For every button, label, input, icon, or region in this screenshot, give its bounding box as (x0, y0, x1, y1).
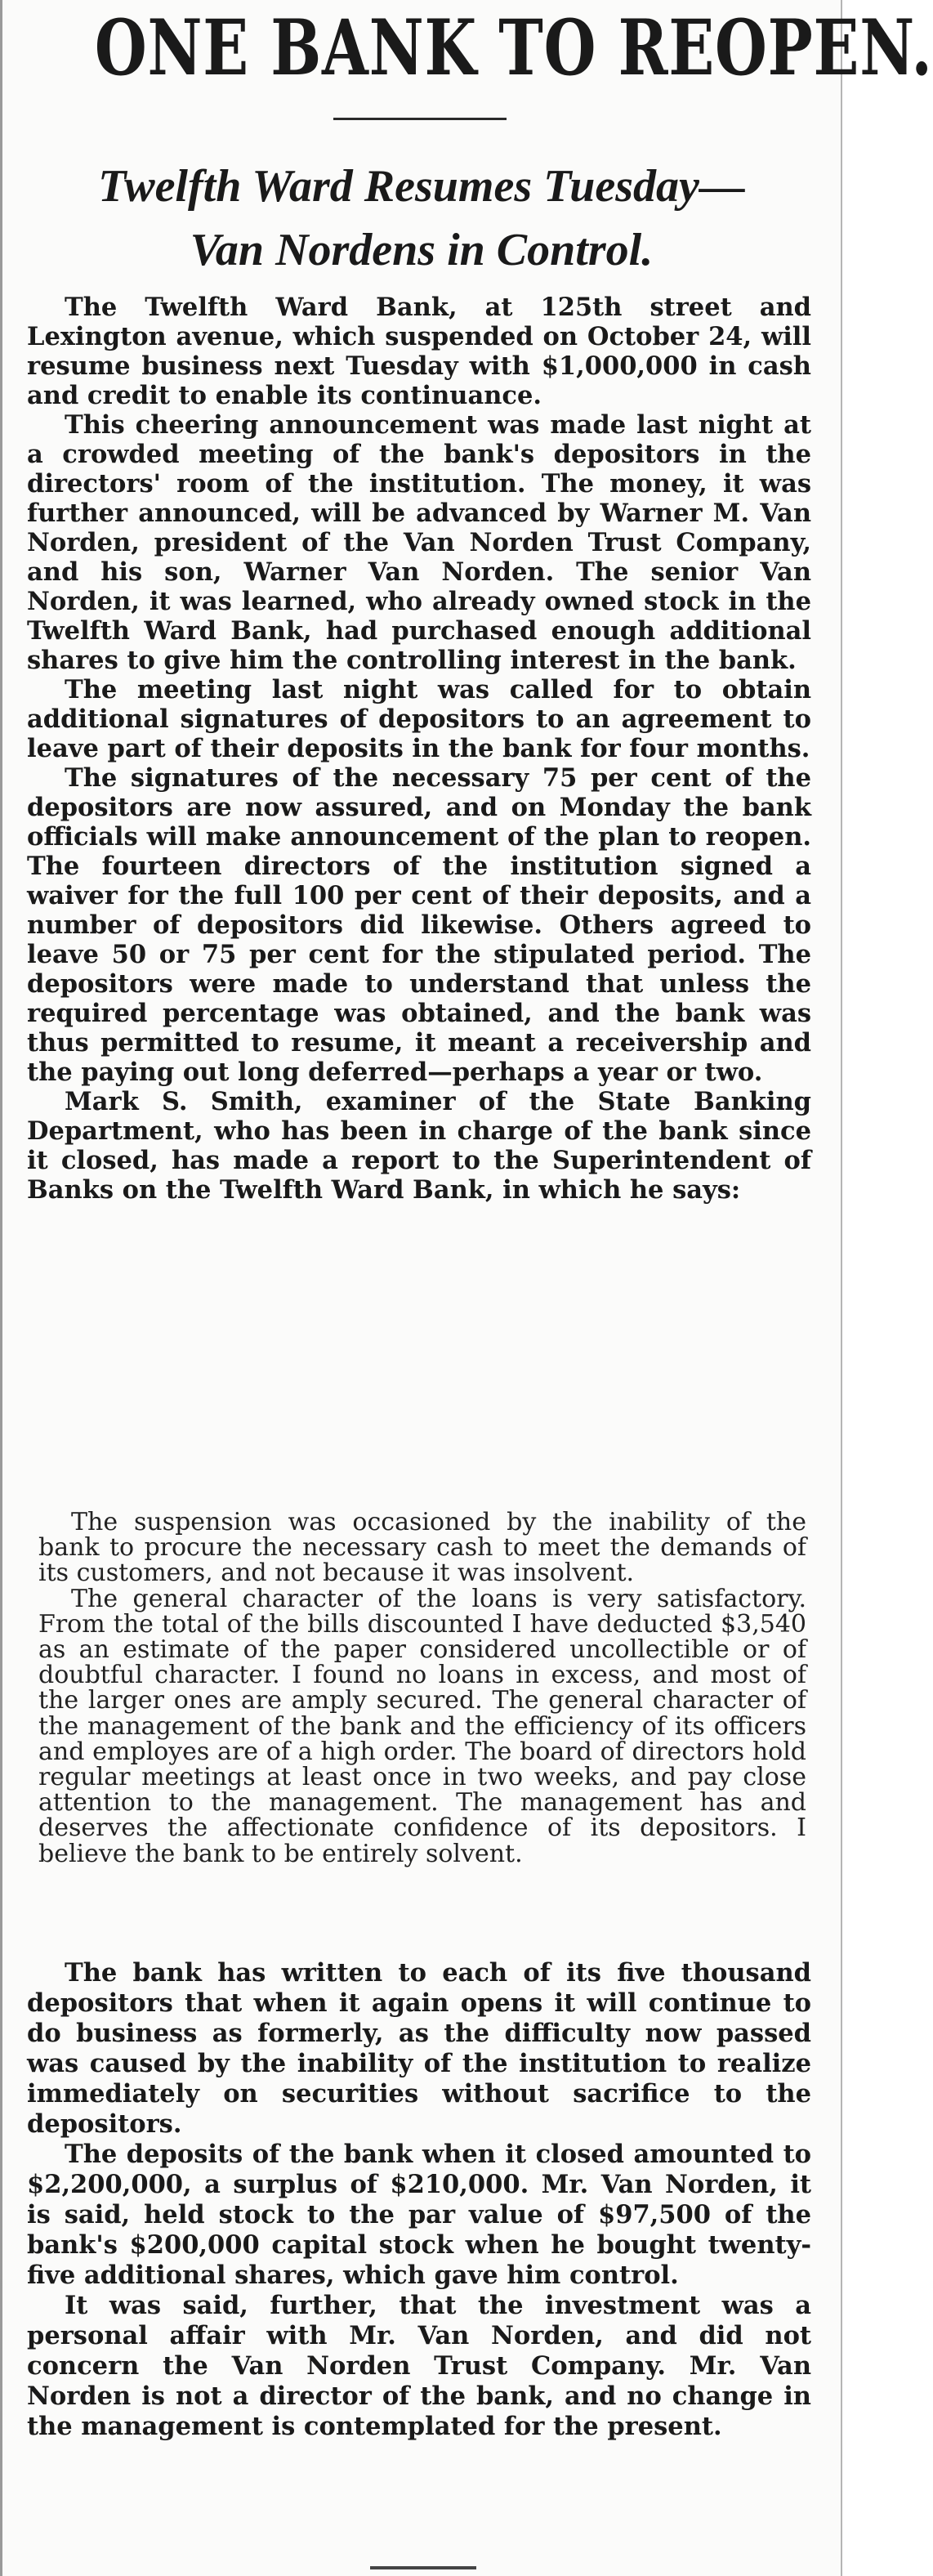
paragraph: It was said, further, that the investment was a personal affair with Mr. Van Norden, and did not concern the Van Norden Trust Company. Mr. Van Norden is not a director of the bank, and no change in the management is contemplated for the present. (27, 2291, 811, 2441)
paragraph: The deposits of the bank when it closed amounted to $2,200,000, a surplus of $210,000. Mr. Van Norden, it is said, held stock to the par value of $97,500 of the bank's $200,000 capital stock when he bought twenty-five additional shares, which gave him control. (27, 2140, 811, 2290)
paragraph: The meeting last night was called for to obtain additional signatures of depositors to an agreement to leave part of their deposits in the bank for four months. (27, 675, 811, 763)
headline: ONE BANK TO REOPEN. (94, 3, 933, 93)
paragraph: The Twelfth Ward Bank, at 125th street and Lexington avenue, which suspended on October 24, will resume business next Tuesday with $1,000,000 in cash and credit to enable its continuance. (27, 293, 811, 410)
paragraph: Mark S. Smith, examiner of the State Banking Department, who has been in charge of the bank since it closed, has made a report to the Superintendent of Banks on the Twelfth Ward Bank, in which he says: (27, 1087, 811, 1205)
end-divider (370, 2566, 476, 2569)
quoted-report (38, 1509, 806, 1867)
paragraph: The signatures of the necessary 75 per cent of the depositors are now assured, and on Monday the bank officials will make announcement of the plan to reopen. The fourteen directors of the institution signed a waiver for the full 100 per cent of their deposits, and a number of depositors did likewise. Others agreed to leave 50 or 75 per cent for the stipulated period. The depositors were made to understand that unless the required percentage was obtained, and the bank was thus permitted to resume, it meant a receivership and the paying out long deferred—perhaps a year or two. (27, 763, 811, 1087)
article-body (27, 293, 811, 1205)
subheadline-line-1: Twelfth Ward Resumes Tuesday— (98, 161, 745, 212)
paragraph: This cheering announcement was made last night at a crowded meeting of the bank's depositors in the directors' room of the institution. The money, it was further announced, will be advanced by Warner M. Van Norden, president of the Van Norden Trust Company, and his son, Warner Van Norden. The senior Van Norden, it was learned, who already owned stock in the Twelfth Ward Bank, had purchased enough additional shares to give him the controlling interest in the bank. (27, 410, 811, 675)
subheadline-line-2: Van Nordens in Control. (190, 225, 654, 275)
article-closing (27, 1958, 811, 2442)
headline-divider (333, 118, 507, 120)
quote-paragraph: The general character of the loans is very satisfactory. From the total of the bills discounted I have deducted $3,540 as an estimate of the paper considered uncollectible or of doubtful character. I found no loans in excess, and most of the larger ones are amply secured. The general character of the management of the bank and the efficiency of its officers and employes are of a high order. The board of directors hold regular meetings at least once in two weeks, and pay close attention to the management. The management has and deserves the affectionate confidence of its depositors. I believe the bank to be entirely solvent. (38, 1584, 806, 1868)
paragraph: The bank has written to each of its five thousand depositors that when it again opens it will continue to do business as formerly, as the difficulty now passed was caused by the inability of the institution to realize immediately on securities without sacrifice to the depositors. (27, 1958, 811, 2139)
quote-paragraph: The suspension was occasioned by the inability of the bank to procure the necessary cash to meet the demands of its customers, and not because it was insolvent. (38, 1508, 806, 1588)
